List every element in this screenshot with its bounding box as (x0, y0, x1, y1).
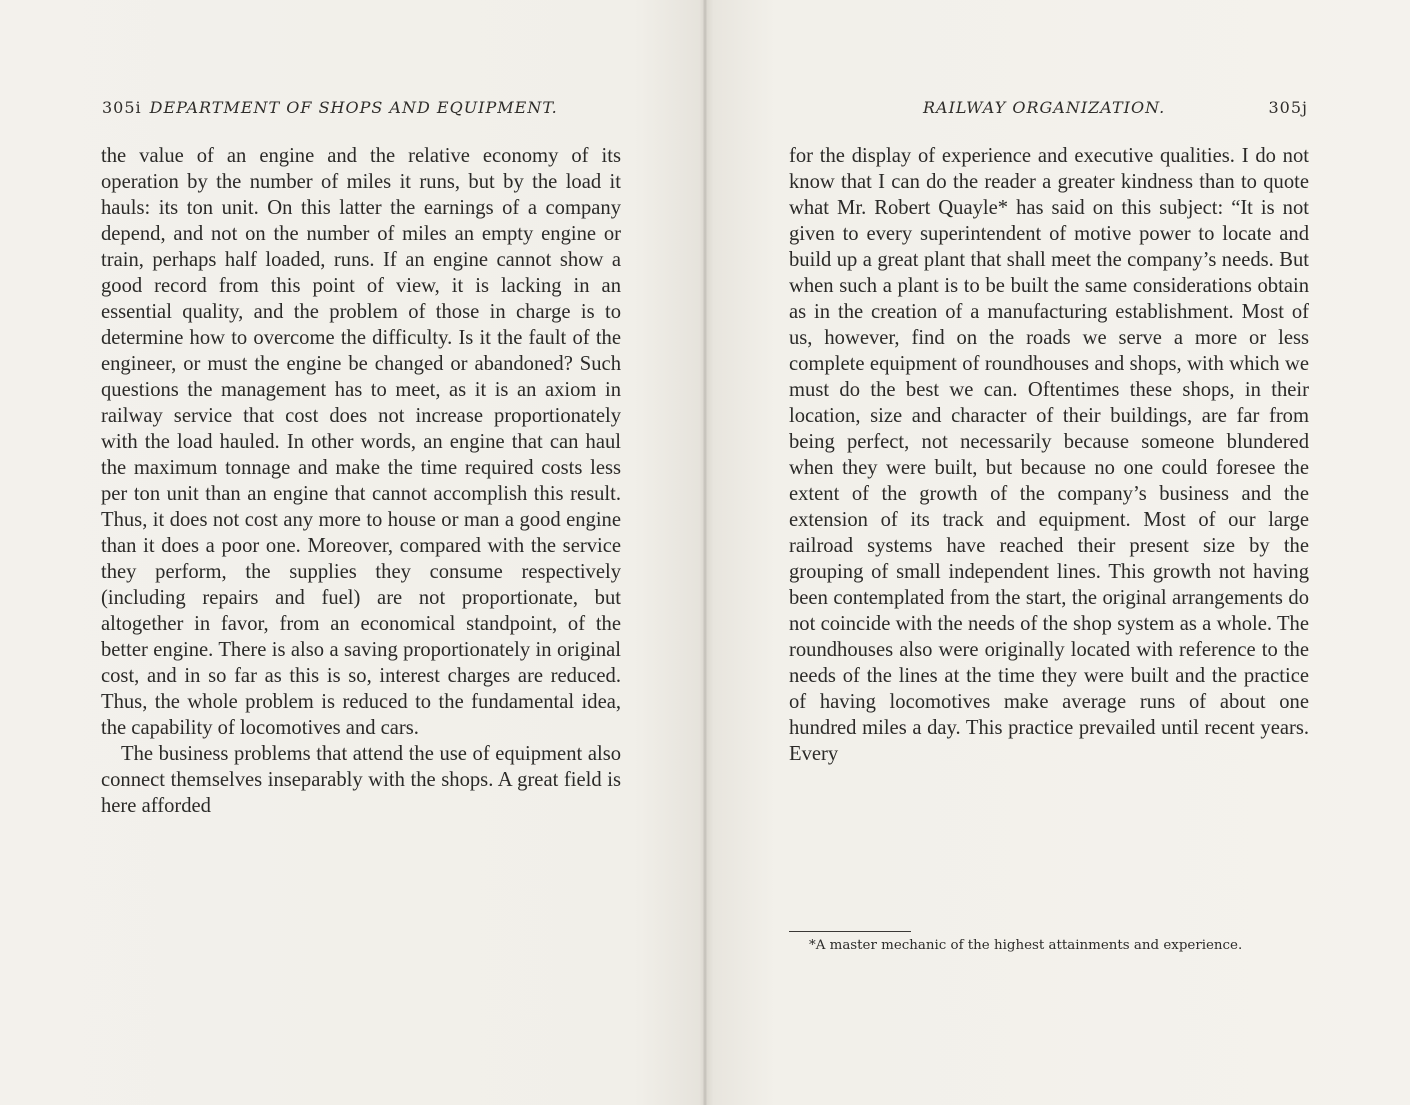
left-page-number: 305i (102, 98, 142, 117)
right-running-title: RAILWAY ORGANIZATION. (923, 98, 1166, 117)
right-page-number: 305j (1268, 98, 1308, 117)
footnote-rule (789, 931, 911, 932)
left-paragraph-2: The business problems that attend the use of equipment also connect themselves inseparably with the shops. A great field is here afforded (101, 743, 621, 817)
right-page (705, 0, 1410, 1105)
left-running-title: DEPARTMENT OF SHOPS AND EQUIPMENT. (149, 98, 558, 117)
left-running-head (102, 98, 622, 122)
footnote: *A master mechanic of the highest attainments and experience. (809, 938, 1243, 953)
right-running-head (923, 98, 1363, 122)
left-body-text (101, 143, 621, 819)
right-paragraph-1: for the display of experience and executive qualities. I do not know that I can do the reader a greater kindness than to quote what Mr. Robert Quayle* has said on this subject: “It is not given to every superintendent of motive power to locate and build up a great plant that shall meet the company’s needs. But when such a plant is to be built the same considerations obtain as in the creation of a manufacturing establishment. Most of us, however, find on the roads we serve a more or less complete equipment of roundhouses and shops, with which we must do the best we can. Oftentimes these shops, in their location, size and character of their buildings, are far from being perfect, not necessarily because someone blundered when they were built, but because no one could foresee the extent of the growth of the company’s business and the extension of its track and equipment. Most of our large railroad systems have reached their present size by the grouping of small independent lines. This growth not having been contemplated from the start, the original arrangements do not coincide with the needs of the shop system as a whole. The roundhouses also were originally located with reference to the needs of the lines at the time they were built and the practice of having locomotives make average runs of about one hundred miles a day. This practice prevailed until recent years. Every (789, 145, 1309, 765)
right-body-text (789, 143, 1309, 767)
left-paragraph-1: the value of an engine and the relative economy of its operation by the number of miles it runs, but by the load it hauls: its ton unit. On this latter the earnings of a company depend, and not on the number of miles an empty engine or train, perhaps half loaded, runs. If an engine cannot show a good record from this point of view, it is lacking in an essential quality, and the problem of those in charge is to determine how to overcome the difficulty. Is it the fault of the engineer, or must the engine be changed or abandoned? Such questions the management has to meet, as it is an axiom in railway service that cost does not increase proportionately with the load hauled. In other words, an engine that can haul the maximum tonnage and make the time required costs less per ton unit than an engine that cannot accomplish this result. Thus, it does not cost any more to house or man a good engine than it does a poor one. Moreover, compared with the service they perform, the supplies they consume respectively (including repairs and fuel) are not proportionate, but altogether in favor, from an economical standpoint, of the better engine. There is also a saving proportionately in original cost, and in so far as this is so, interest charges are reduced. Thus, the whole problem is reduced to the fundamental idea, the capability of locomotives and cars. (101, 145, 621, 739)
